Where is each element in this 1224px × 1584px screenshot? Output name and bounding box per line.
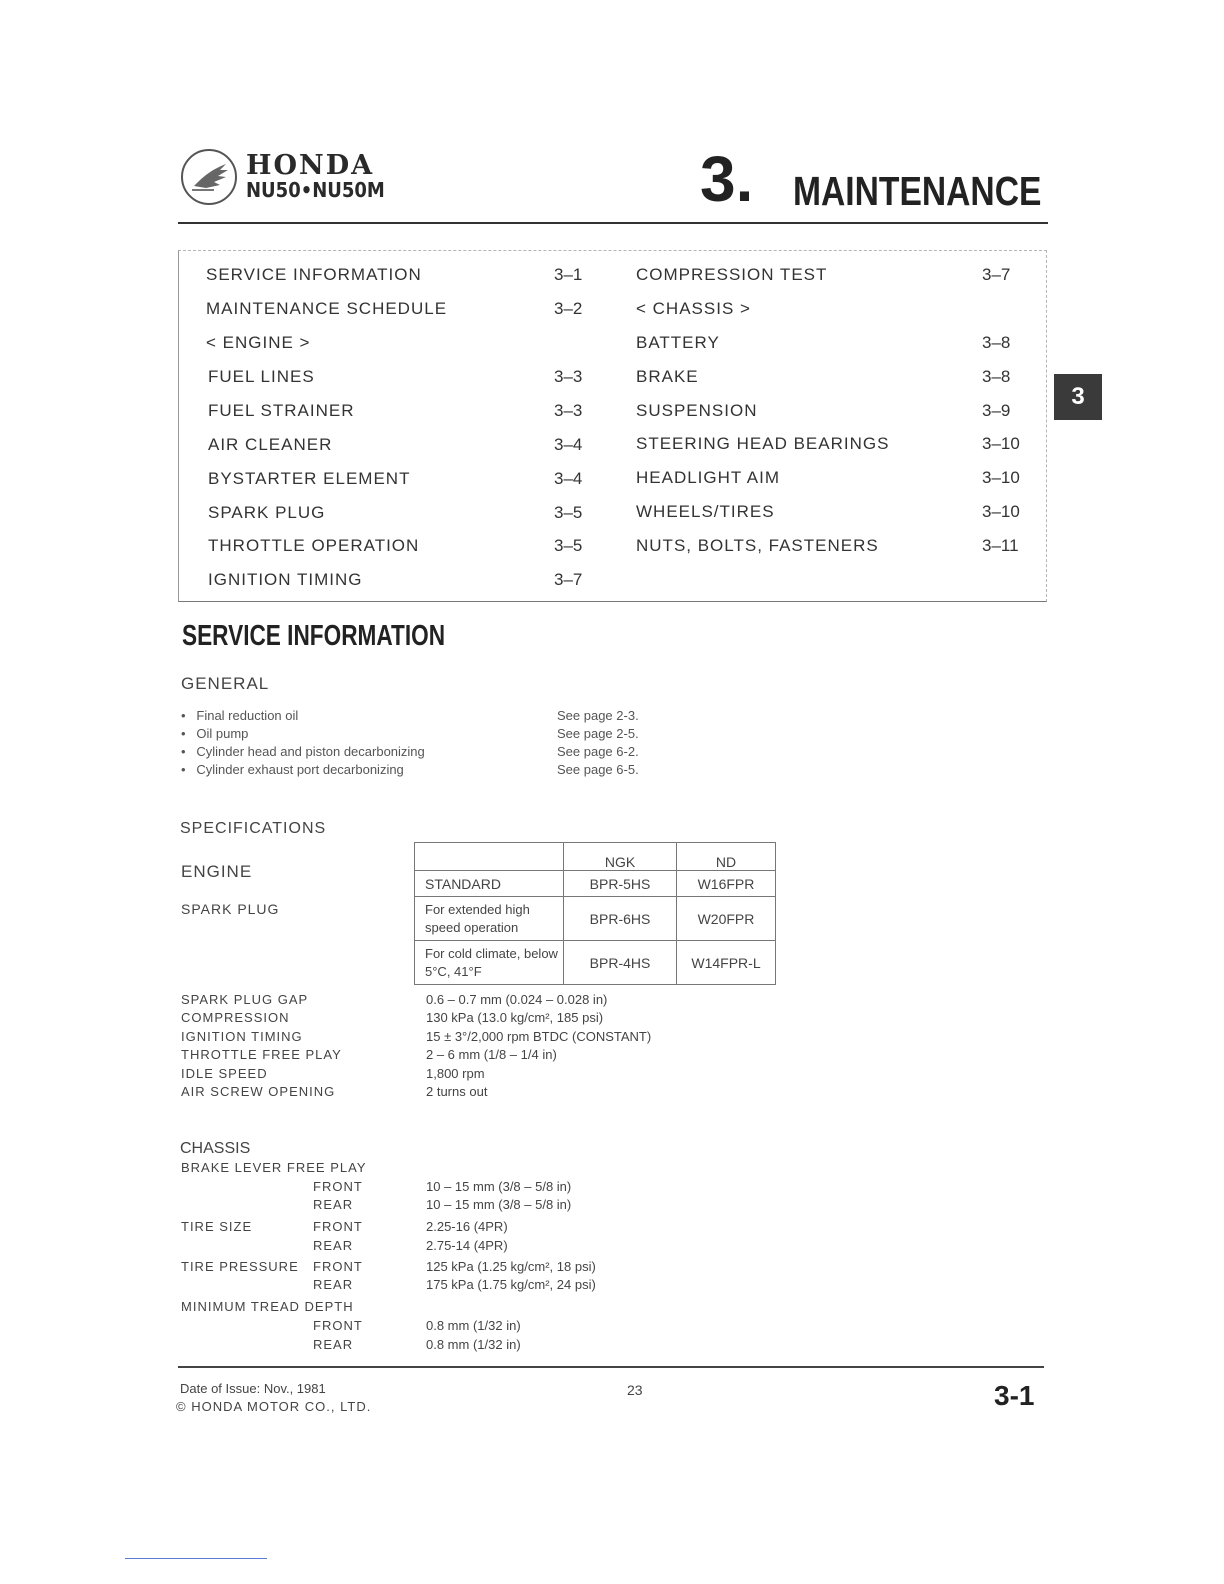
spec-value: 10 – 15 mm (3/8 – 5/8 in)	[426, 1179, 572, 1194]
spec-value: 2 turns out	[426, 1084, 488, 1099]
front-label: FRONT	[313, 1259, 363, 1274]
rear-label: REAR	[313, 1337, 354, 1352]
toc-item[interactable]: FUEL LINES	[208, 367, 315, 386]
plug-nd: W16FPR	[677, 871, 776, 897]
front-label: FRONT	[313, 1219, 363, 1234]
spec-value: 130 kPa (13.0 kg/cm², 185 psi)	[426, 1010, 604, 1025]
model-name: NU50•NU50M	[246, 178, 385, 202]
toc-item[interactable]: HEADLIGHT AIM	[636, 468, 780, 487]
footer-divider	[178, 1366, 1044, 1368]
plug-ngk: BPR-5HS	[564, 871, 677, 897]
spec-label: AIR SCREW OPENING	[181, 1084, 336, 1099]
toc-page: 3–1	[554, 265, 583, 284]
list-item: • Final reduction oil	[181, 708, 299, 723]
table-header-ngk: NGK	[564, 843, 677, 871]
toc-item[interactable]: SPARK PLUG	[208, 503, 326, 522]
page-reference: See page 6-5.	[557, 762, 639, 777]
specifications-heading: SPECIFICATIONS	[180, 820, 327, 837]
toc-page: 3–8	[982, 333, 1011, 352]
issue-date: Date of Issue: Nov., 1981	[180, 1381, 326, 1396]
toc-item[interactable]: BYSTARTER ELEMENT	[208, 469, 411, 488]
toc-page: 3–4	[554, 469, 583, 488]
toc-item[interactable]: WHEELS/TIRES	[636, 502, 775, 521]
list-item: • Cylinder exhaust port decarbonizing	[181, 762, 404, 777]
toc-page: 3–7	[554, 570, 583, 589]
table-row	[415, 941, 776, 985]
table-row	[415, 871, 776, 897]
page-number: 23	[627, 1382, 643, 1398]
header-divider	[178, 222, 1048, 224]
general-item-text: Oil pump	[196, 726, 249, 741]
spec-value: 0.8 mm (1/32 in)	[426, 1337, 521, 1352]
general-heading: GENERAL	[181, 674, 270, 693]
toc-item[interactable]: AIR CLEANER	[208, 435, 333, 454]
plug-nd: W14FPR-L	[677, 941, 776, 985]
toc-page: 3–3	[554, 401, 583, 420]
spec-value: 175 kPa (1.75 kg/cm², 24 psi)	[426, 1277, 596, 1292]
front-label: FRONT	[313, 1179, 363, 1194]
chassis-heading: CHASSIS	[180, 1140, 251, 1157]
copyright: © HONDA MOTOR CO., LTD.	[176, 1399, 372, 1414]
section-page-number: 3-1	[994, 1380, 1035, 1411]
table-header-nd: ND	[677, 843, 776, 871]
rear-label: REAR	[313, 1197, 354, 1212]
list-item: • Cylinder head and piston decarbonizing	[181, 744, 425, 759]
toc-page: 3–2	[554, 299, 583, 318]
toc-item[interactable]: MAINTENANCE SCHEDULE	[206, 299, 448, 318]
general-item-text: Cylinder exhaust port decarbonizing	[196, 762, 404, 777]
brake-lever-label: BRAKE LEVER FREE PLAY	[181, 1160, 367, 1175]
table-header-blank	[415, 843, 564, 871]
toc-page: 3–9	[982, 401, 1011, 420]
toc-page: 3–5	[554, 536, 583, 555]
toc-page: 3–4	[554, 435, 583, 454]
spec-value: 0.6 – 0.7 mm (0.024 – 0.028 in)	[426, 992, 608, 1007]
toc-page: 3–5	[554, 503, 583, 522]
spec-label: IGNITION TIMING	[181, 1029, 303, 1044]
link-underline	[125, 1558, 267, 1559]
toc-page: 3–3	[554, 367, 583, 386]
section-title: SERVICE INFORMATION	[182, 620, 446, 652]
list-item: • Oil pump	[181, 726, 249, 741]
spark-plug-label: SPARK PLUG	[181, 901, 280, 917]
toc-item[interactable]: THROTTLE OPERATION	[208, 536, 420, 555]
toc-page: 3–8	[982, 367, 1011, 386]
plug-condition: STANDARD	[415, 871, 564, 897]
tire-pressure-label: TIRE PRESSURE	[181, 1259, 299, 1274]
spec-label: SPARK PLUG GAP	[181, 992, 309, 1007]
spec-value: 0.8 mm (1/32 in)	[426, 1318, 521, 1333]
brand-name: HONDA	[246, 150, 375, 181]
toc-page: 3–10	[982, 434, 1020, 453]
rear-label: REAR	[313, 1238, 354, 1253]
toc-page: 3–10	[982, 502, 1020, 521]
plug-condition: For extended high speed operation	[415, 897, 564, 941]
toc-item[interactable]: SERVICE INFORMATION	[206, 265, 422, 284]
page-reference: See page 6-2.	[557, 744, 639, 759]
spec-value: 2.75-14 (4PR)	[426, 1238, 508, 1253]
toc-item[interactable]: STEERING HEAD BEARINGS	[636, 434, 890, 453]
toc-item[interactable]: BATTERY	[636, 333, 720, 352]
spec-value: 15 ± 3°/2,000 rpm BTDC (CONSTANT)	[426, 1029, 652, 1044]
plug-nd: W20FPR	[677, 897, 776, 941]
toc-item[interactable]: NUTS, BOLTS, FASTENERS	[636, 536, 879, 555]
toc-section-engine: < ENGINE >	[206, 333, 311, 352]
toc-page: 3–7	[982, 265, 1011, 284]
spec-value: 1,800 rpm	[426, 1066, 485, 1081]
toc-page: 3–10	[982, 468, 1020, 487]
plug-ngk: BPR-6HS	[564, 897, 677, 941]
tire-size-label: TIRE SIZE	[181, 1219, 253, 1234]
chapter-number: 3.	[700, 143, 754, 215]
toc-item[interactable]: SUSPENSION	[636, 401, 758, 420]
chapter-title: MAINTENANCE	[793, 168, 1042, 214]
engine-heading: ENGINE	[181, 862, 253, 881]
spec-label: THROTTLE FREE PLAY	[181, 1047, 342, 1062]
toc-page: 3–11	[982, 536, 1019, 555]
spec-value: 2 – 6 mm (1/8 – 1/4 in)	[426, 1047, 557, 1062]
spec-value: 125 kPa (1.25 kg/cm², 18 psi)	[426, 1259, 596, 1274]
toc-item[interactable]: FUEL STRAINER	[208, 401, 355, 420]
spec-value: 2.25-16 (4PR)	[426, 1219, 508, 1234]
page-reference: See page 2-5.	[557, 726, 639, 741]
spec-value: 10 – 15 mm (3/8 – 5/8 in)	[426, 1197, 572, 1212]
spec-label: IDLE SPEED	[181, 1066, 268, 1081]
rear-label: REAR	[313, 1277, 354, 1292]
toc-item[interactable]: COMPRESSION TEST	[636, 265, 828, 284]
spark-plug-table	[414, 842, 776, 985]
honda-wing-logo-icon	[180, 148, 238, 206]
page-reference: See page 2-3.	[557, 708, 639, 723]
table-row	[415, 897, 776, 941]
tread-depth-label: MINIMUM TREAD DEPTH	[181, 1299, 354, 1314]
front-label: FRONT	[313, 1318, 363, 1333]
spec-label: COMPRESSION	[181, 1010, 290, 1025]
toc-item[interactable]: IGNITION TIMING	[208, 570, 363, 589]
plug-condition: For cold climate, below 5°C, 41°F	[415, 941, 564, 985]
toc-item[interactable]: BRAKE	[636, 367, 699, 386]
general-item-text: Final reduction oil	[196, 708, 299, 723]
toc-section-chassis: < CHASSIS >	[636, 299, 751, 318]
plug-ngk: BPR-4HS	[564, 941, 677, 985]
general-item-text: Cylinder head and piston decarbonizing	[196, 744, 425, 759]
chapter-tab[interactable]: 3	[1054, 374, 1102, 420]
